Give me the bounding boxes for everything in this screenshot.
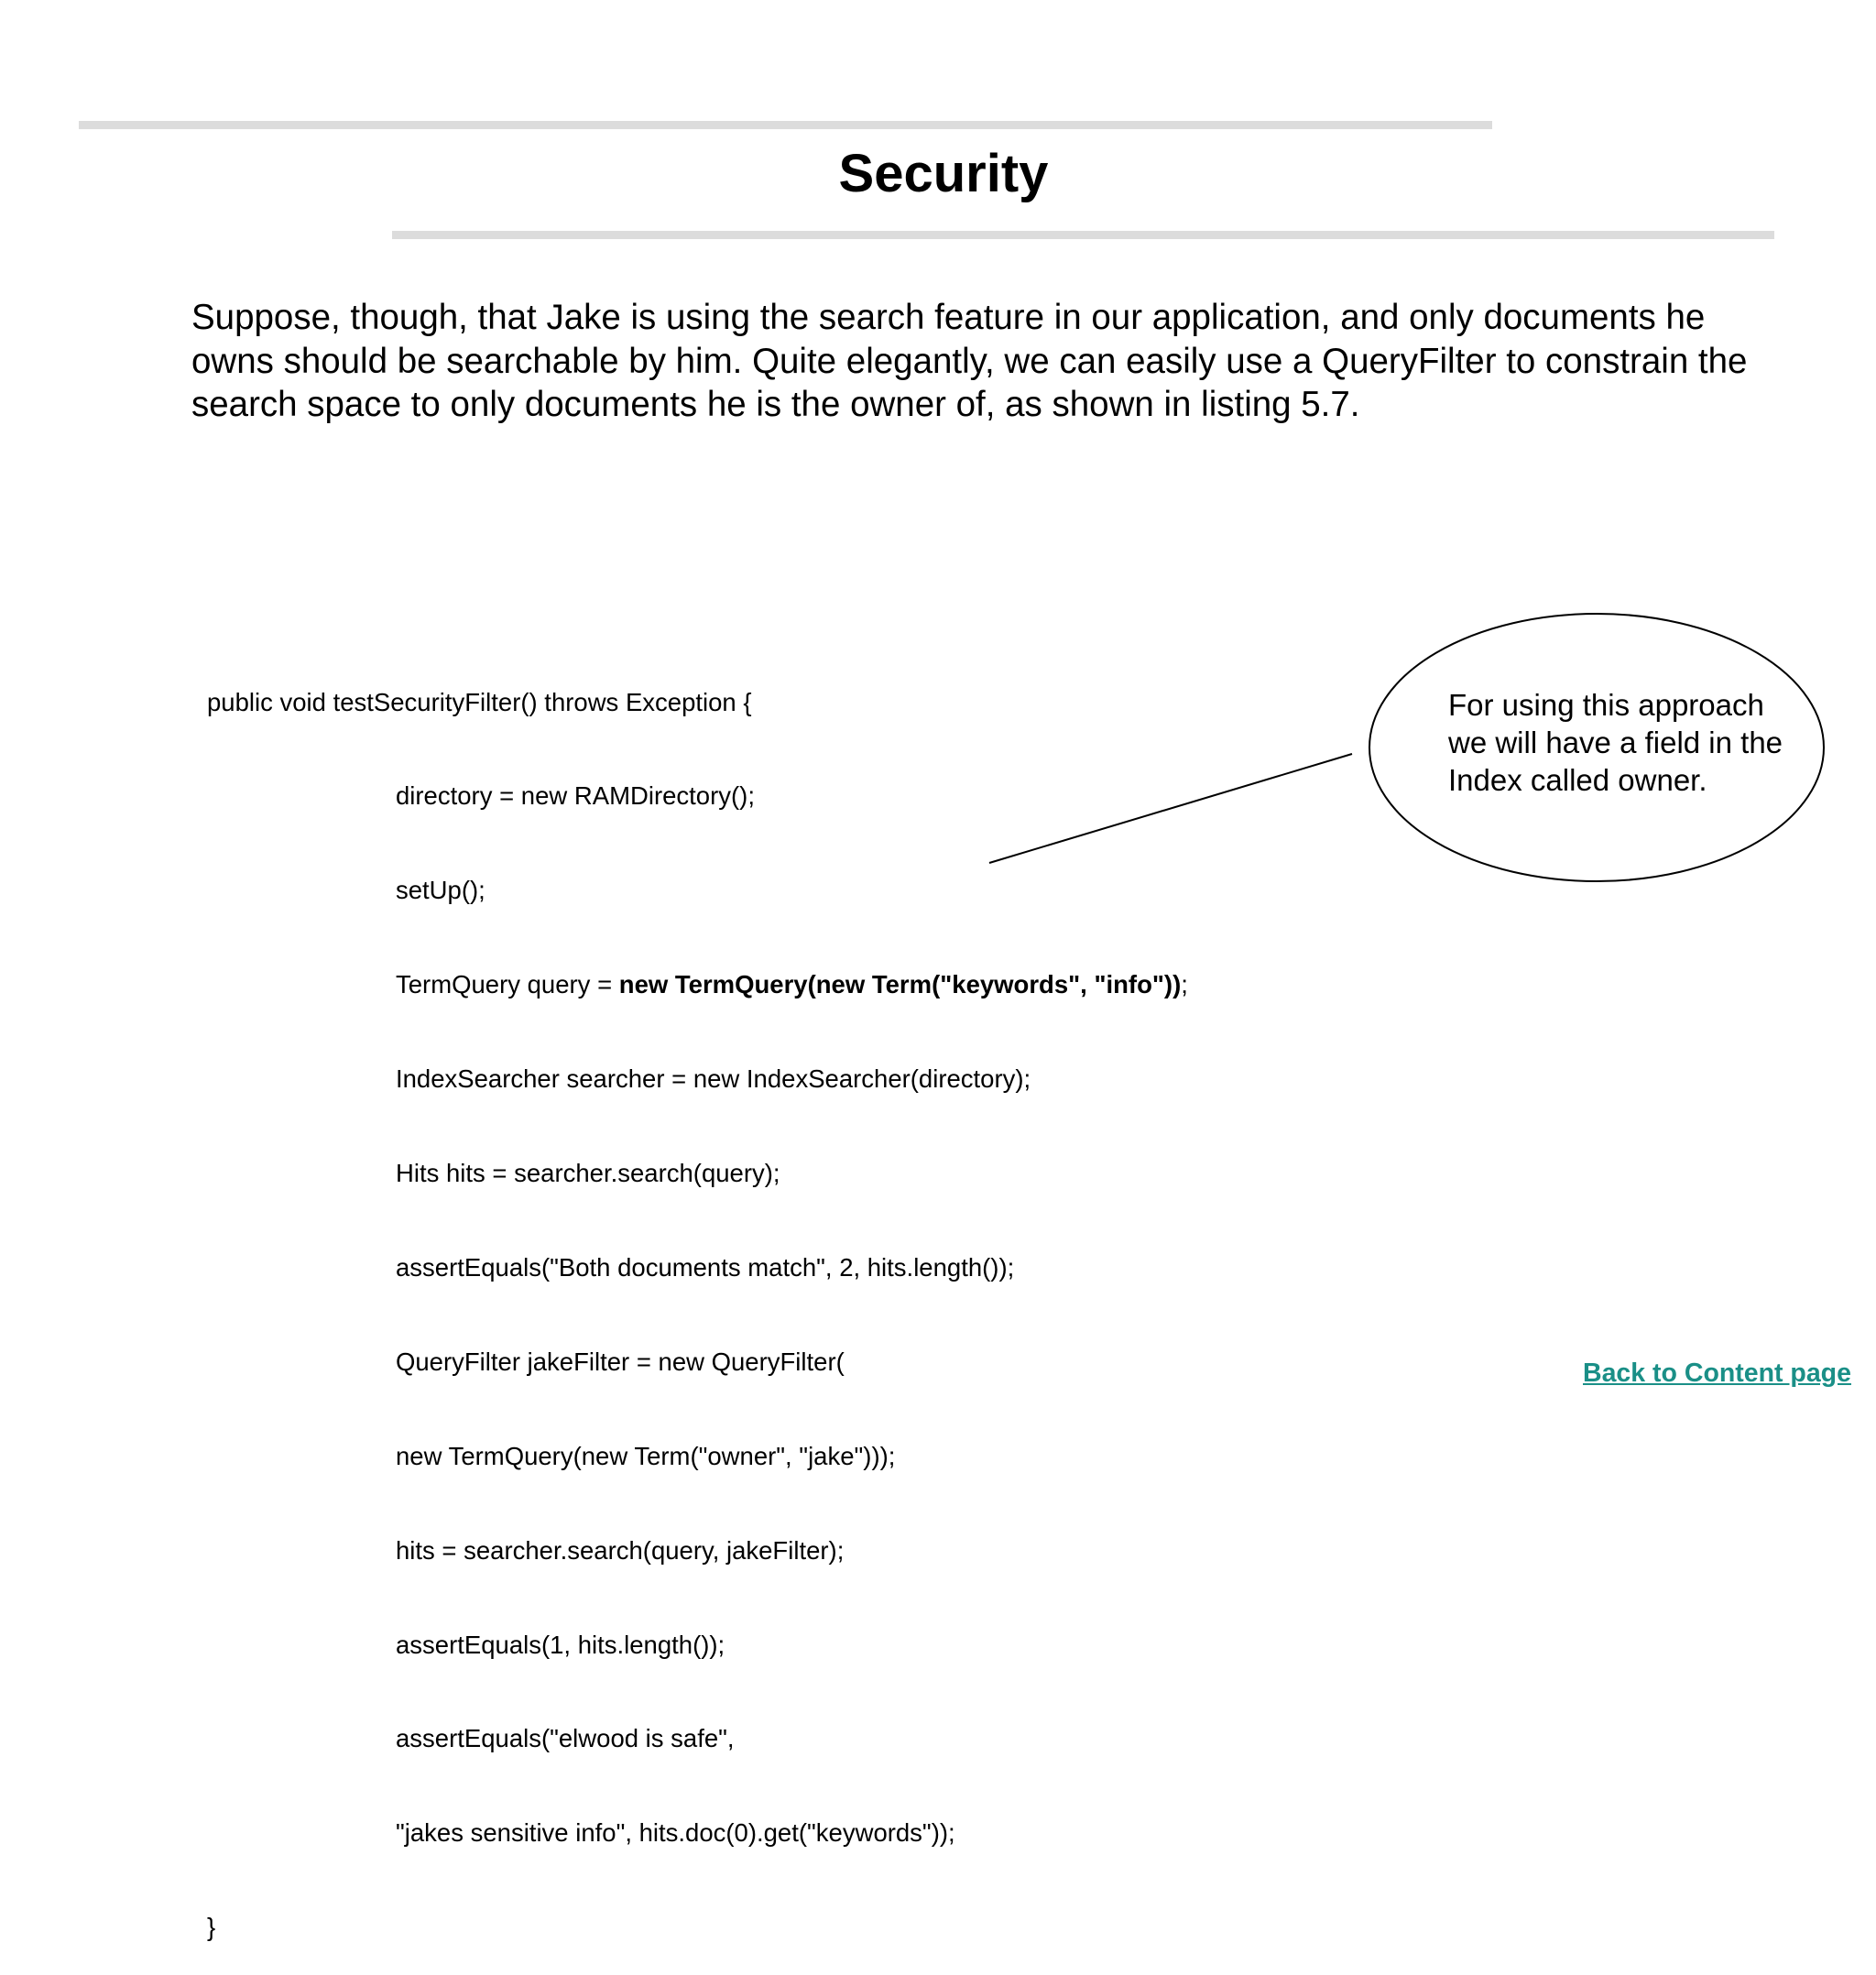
title-rule-bottom	[392, 231, 1774, 239]
code-line: "jakes sensitive info", hits.doc(0).get("keywords"));	[396, 1818, 955, 1848]
code-line: }	[207, 1913, 216, 1942]
code-line: QueryFilter jakeFilter = new QueryFilter(	[396, 1347, 845, 1376]
code-line: assertEquals(1, hits.length());	[396, 1630, 725, 1659]
code-line: directory = new RAMDirectory();	[396, 781, 755, 811]
callout-line: For using this approach	[1448, 688, 1764, 722]
code-line: Hits hits = searcher.search(query);	[396, 1159, 780, 1188]
title-rule-top	[79, 121, 1492, 129]
code-line: assertEquals("Both documents match", 2, hits.length());	[396, 1252, 1015, 1282]
back-to-content-link[interactable]: Back to Content page	[1583, 1358, 1851, 1388]
code-line: new TermQuery(new Term("owner", "jake")));	[396, 1441, 896, 1470]
callout-text	[1448, 686, 1815, 799]
page-title: Security	[838, 144, 1049, 203]
code-line: setUp();	[396, 876, 485, 905]
intro-paragraph: Suppose, though, that Jake is using the search feature in our application, and only documents he owns should be searchable by him. Quite elegantly, we can easily use a QueryFilter to constrain the search space to only documents he is the owner of, as shown in listing 5.7.	[191, 298, 1748, 424]
code-listing	[207, 624, 1288, 1975]
code-line: hits = searcher.search(query, jakeFilter);	[396, 1535, 845, 1565]
code-line: public void testSecurityFilter() throws Exception {	[207, 687, 752, 716]
code-text: ;	[1181, 970, 1188, 999]
code-line	[207, 969, 1288, 1000]
callout-line: we will have a field in the	[1448, 726, 1783, 759]
code-line: IndexSearcher searcher = new IndexSearcher(directory);	[396, 1064, 1031, 1094]
code-highlight: new TermQuery(new Term("keywords", "info"))	[618, 970, 1182, 999]
code-line: assertEquals("elwood is safe",	[396, 1724, 735, 1753]
code-text: TermQuery query =	[396, 970, 619, 999]
callout-line: Index called owner.	[1448, 763, 1707, 797]
